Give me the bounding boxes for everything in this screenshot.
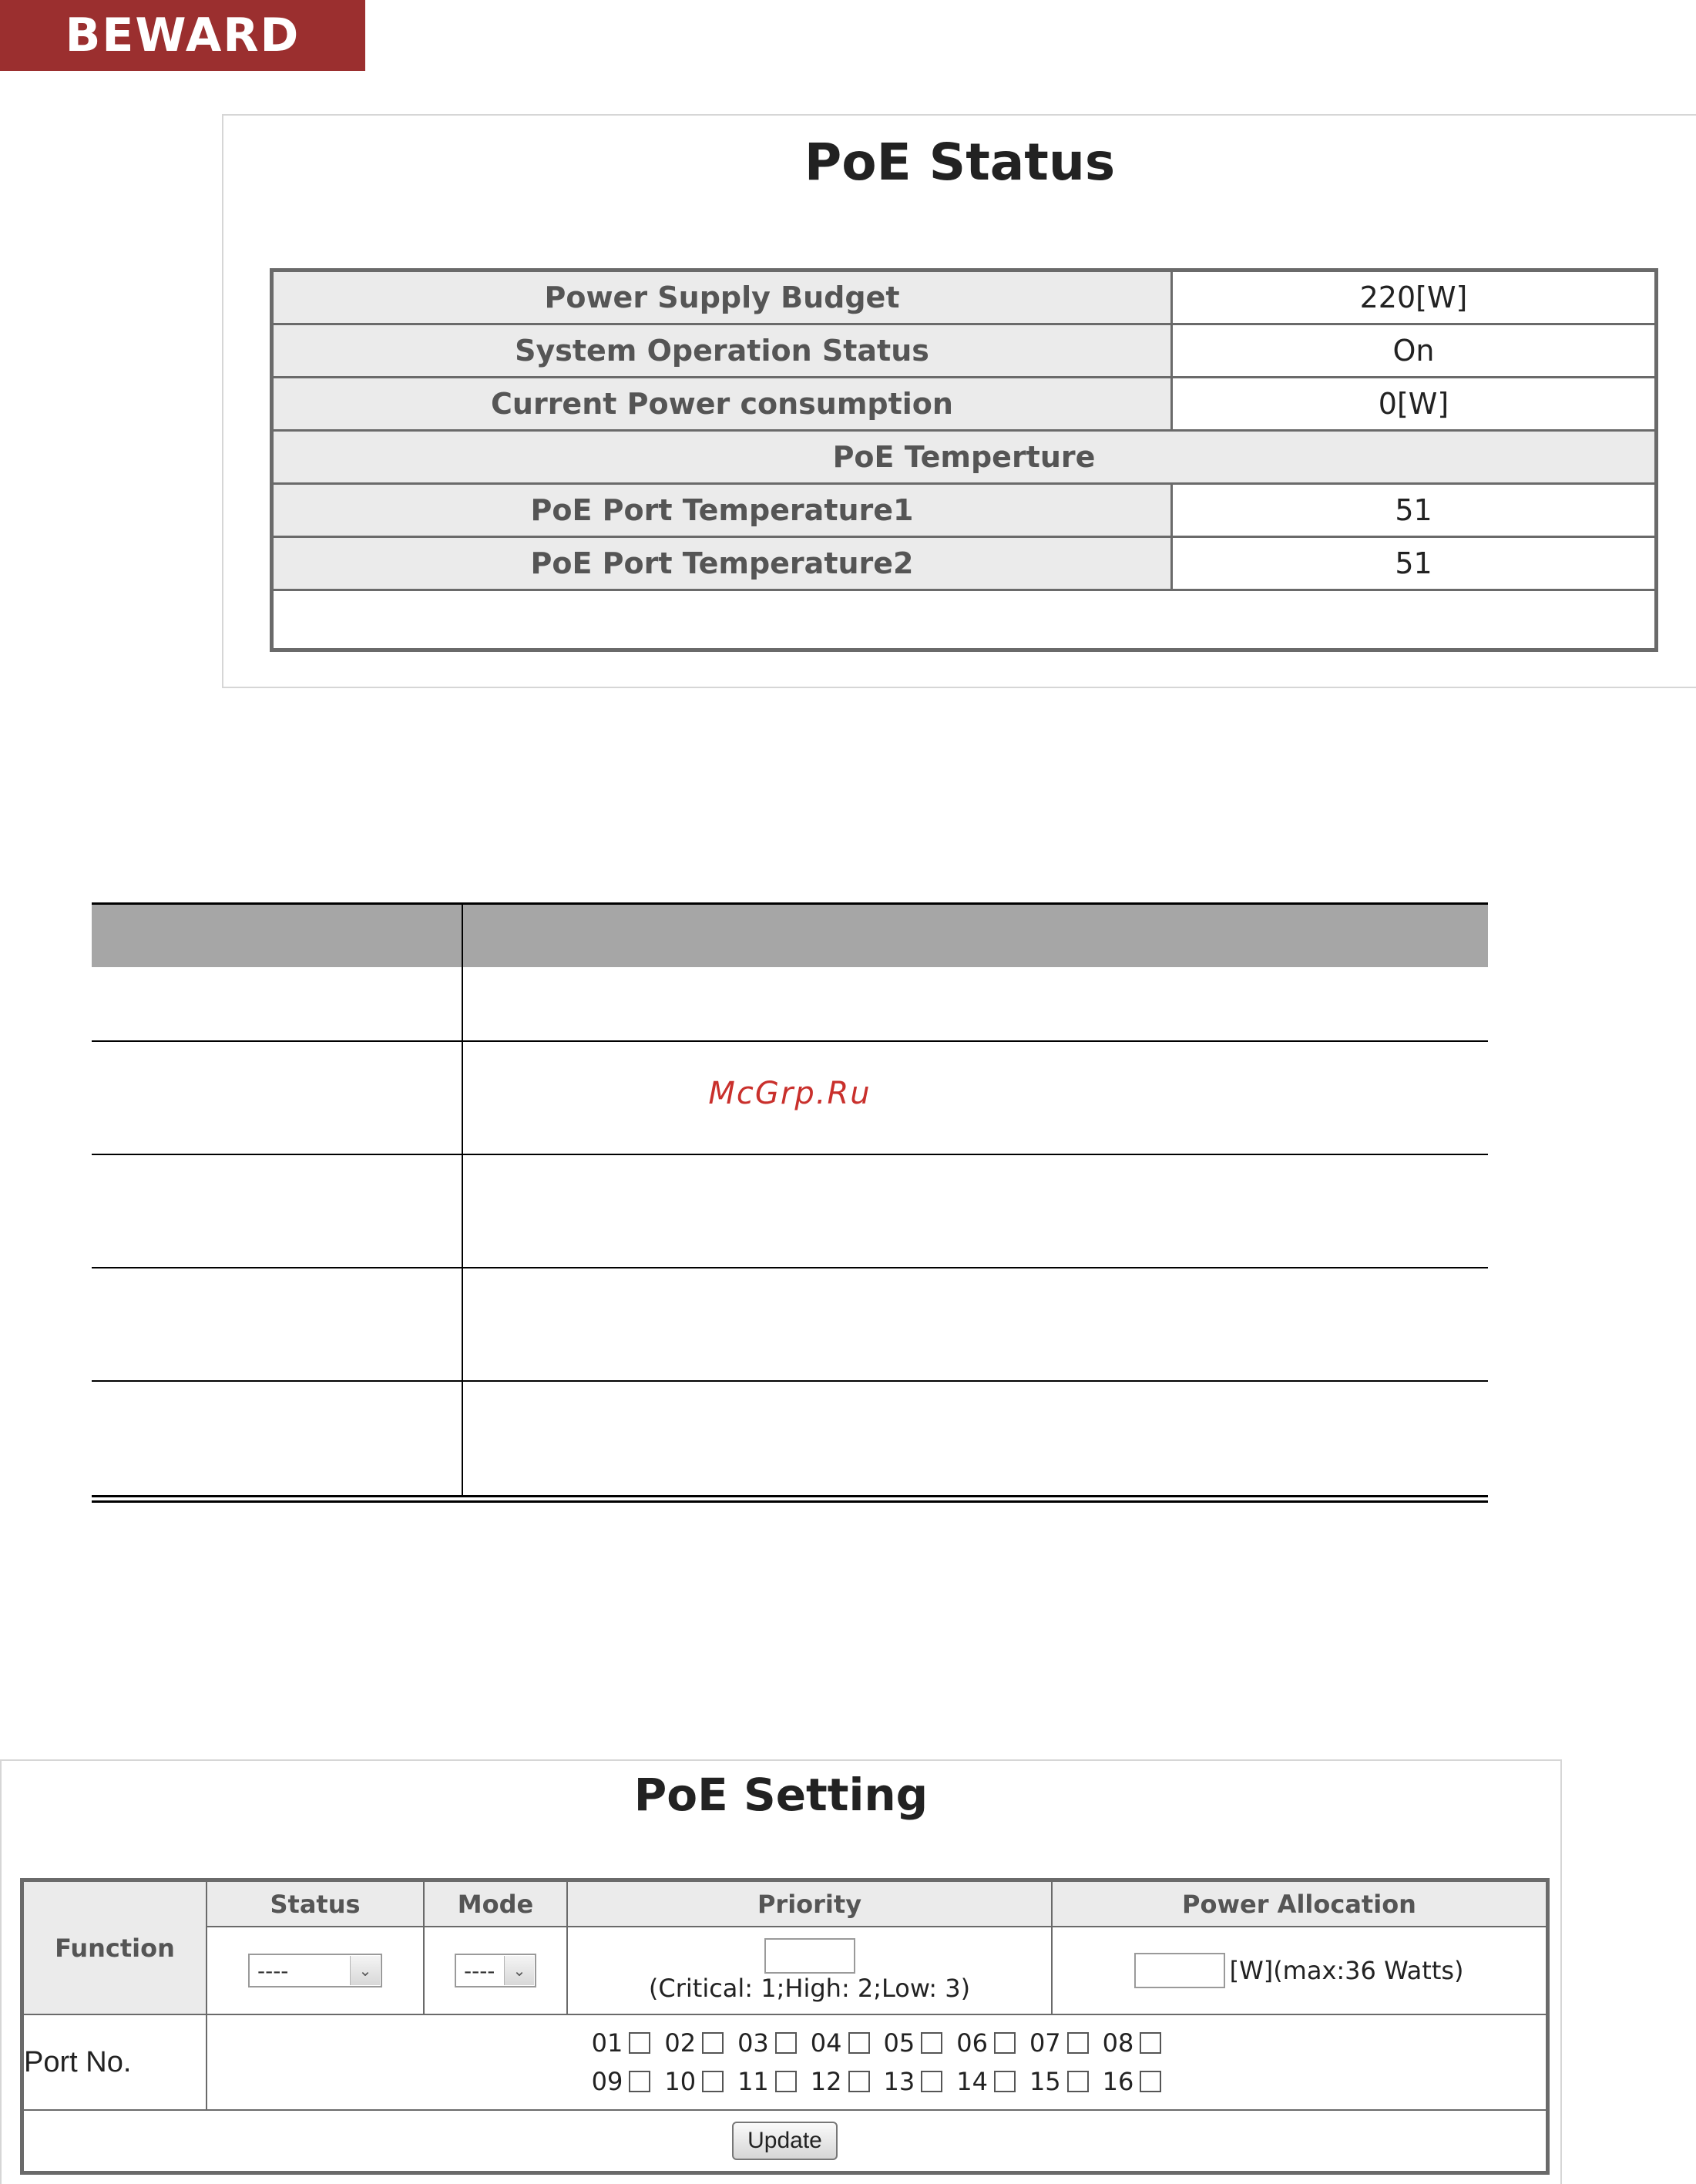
port-checkbox[interactable]: [702, 2032, 724, 2054]
table-bottom-rule: [92, 1495, 1488, 1503]
status-select-value: ----: [257, 1957, 289, 1984]
port-number-label: 11: [737, 2067, 769, 2097]
port-checkbox-item[interactable]: [956, 2062, 1016, 2101]
description-table: [92, 902, 1488, 1503]
power-allocation-input[interactable]: [1134, 1953, 1225, 1988]
port-checkbox[interactable]: [629, 2071, 650, 2092]
port-checkbox-item[interactable]: [1029, 2062, 1089, 2101]
port-checkbox-item[interactable]: [811, 2024, 870, 2062]
mode-cell: [424, 1927, 567, 2014]
port-checkbox[interactable]: [994, 2032, 1016, 2054]
status-label: Power Supply Budget: [274, 272, 1173, 323]
table-cell: [463, 967, 1488, 1040]
power-allocation-hint: [W](max:36 Watts): [1229, 1956, 1464, 1986]
port-number-label: 14: [956, 2067, 988, 2097]
status-select[interactable]: [248, 1954, 382, 1987]
port-checkbox[interactable]: [1140, 2071, 1161, 2092]
port-checkbox-group: [207, 2014, 1548, 2110]
temperature-header-row: [274, 432, 1654, 485]
table-cell: [92, 1155, 463, 1267]
port-number-label: 05: [883, 2028, 915, 2058]
temperature-value: 51: [1395, 546, 1432, 580]
empty-row: [274, 591, 1654, 648]
temperature-value: 51: [1395, 493, 1432, 527]
port-number-label: 01: [591, 2028, 623, 2058]
watermark: McGrp.Ru: [708, 1076, 872, 1111]
port-checkbox[interactable]: [775, 2032, 797, 2054]
temperature-label: PoE Port Temperature2: [274, 538, 1173, 589]
temperature-row: [274, 485, 1654, 538]
port-checkbox[interactable]: [1140, 2032, 1161, 2054]
port-checkbox[interactable]: [921, 2071, 942, 2092]
table-row: [92, 1382, 1488, 1495]
status-value: 0[W]: [1378, 387, 1449, 421]
port-number-label: 07: [1029, 2028, 1061, 2058]
table-row: [92, 967, 1488, 1042]
port-number-label: 03: [737, 2028, 769, 2058]
status-cell: [207, 1927, 424, 2014]
port-checkbox-item[interactable]: [811, 2062, 870, 2101]
table-cell: [92, 1382, 463, 1495]
status-header: Status: [207, 1880, 424, 1927]
temperature-row: [274, 538, 1654, 591]
temperature-header: PoE Temperture: [274, 432, 1654, 482]
port-checkbox-item[interactable]: [737, 2062, 797, 2101]
port-checkbox[interactable]: [1067, 2071, 1089, 2092]
port-number-label: 04: [810, 2028, 842, 2058]
port-number-label: 10: [664, 2067, 697, 2097]
table-row: [92, 1268, 1488, 1382]
port-number-label: 09: [591, 2067, 623, 2097]
port-checkbox-item[interactable]: [1103, 2024, 1162, 2062]
chevron-down-icon: ⌄: [504, 1956, 534, 1985]
port-checkbox[interactable]: [1067, 2032, 1089, 2054]
port-number-label: 16: [1102, 2067, 1134, 2097]
table-cell: [463, 1382, 1488, 1495]
port-checkbox-item[interactable]: [884, 2062, 943, 2101]
priority-input[interactable]: [764, 1938, 855, 1974]
port-checkbox[interactable]: [921, 2032, 942, 2054]
table-row: [92, 1155, 1488, 1268]
port-checkbox[interactable]: [848, 2071, 870, 2092]
port-checkbox-item[interactable]: [1029, 2024, 1089, 2062]
priority-hint: (Critical: 1;High: 2;Low: 3): [648, 1974, 971, 2004]
port-checkbox-item[interactable]: [592, 2062, 651, 2101]
port-number-label: 12: [810, 2067, 842, 2097]
chevron-down-icon: ⌄: [350, 1956, 380, 1985]
poe-setting-table: [20, 1878, 1550, 2175]
button-row: [22, 2110, 1548, 2172]
port-checkbox[interactable]: [702, 2071, 724, 2092]
status-row: [274, 272, 1654, 325]
power-allocation-cell: [1052, 1927, 1548, 2014]
port-no-label: Port No.: [22, 2014, 207, 2110]
port-number-label: 06: [956, 2028, 988, 2058]
poe-status-title: PoE Status: [804, 133, 1116, 192]
port-row: [207, 2024, 1546, 2062]
mode-select[interactable]: [455, 1954, 536, 1987]
poe-status-table: [270, 268, 1658, 652]
port-checkbox-item[interactable]: [737, 2024, 797, 2062]
table-cell: [92, 967, 463, 1040]
port-checkbox-item[interactable]: [1103, 2062, 1162, 2101]
port-checkbox-item[interactable]: [956, 2024, 1016, 2062]
port-checkbox-item[interactable]: [664, 2024, 724, 2062]
port-checkbox[interactable]: [775, 2071, 797, 2092]
priority-header: Priority: [567, 1880, 1052, 1927]
status-row: [274, 378, 1654, 432]
table-cell: [463, 1155, 1488, 1267]
port-number-label: 13: [883, 2067, 915, 2097]
status-value: 220[W]: [1359, 281, 1468, 314]
power-allocation-header: Power Allocation: [1052, 1880, 1548, 1927]
port-checkbox[interactable]: [629, 2032, 650, 2054]
port-checkbox[interactable]: [994, 2071, 1016, 2092]
port-checkbox-item[interactable]: [664, 2062, 724, 2101]
status-label: Current Power consumption: [274, 378, 1173, 429]
header-cell: [92, 905, 463, 967]
beward-logo: BEWARD: [0, 0, 365, 71]
port-number-label: 08: [1102, 2028, 1134, 2058]
port-number-label: 15: [1029, 2067, 1061, 2097]
poe-status-panel: [222, 114, 1696, 688]
status-label: System Operation Status: [274, 325, 1173, 376]
header-cell: [463, 905, 1488, 967]
port-checkbox-item[interactable]: [884, 2024, 943, 2062]
port-row: [207, 2062, 1546, 2101]
priority-cell: [567, 1927, 1052, 2014]
poe-setting-title: PoE Setting: [633, 1769, 929, 1821]
mode-header: Mode: [424, 1880, 567, 1927]
function-label: Function: [22, 1880, 207, 2015]
table-cell: [463, 1268, 1488, 1380]
update-button[interactable]: Update: [732, 2122, 838, 2160]
port-checkbox-item[interactable]: [592, 2024, 651, 2062]
description-table-header: [92, 905, 1488, 967]
port-checkbox[interactable]: [848, 2032, 870, 2054]
status-row: [274, 325, 1654, 378]
port-number-label: 02: [664, 2028, 697, 2058]
temperature-label: PoE Port Temperature1: [274, 485, 1173, 536]
status-value: On: [1392, 334, 1435, 368]
mode-select-value: ----: [464, 1957, 495, 1984]
table-cell: [92, 1268, 463, 1380]
poe-setting-panel: [0, 1759, 1562, 2184]
